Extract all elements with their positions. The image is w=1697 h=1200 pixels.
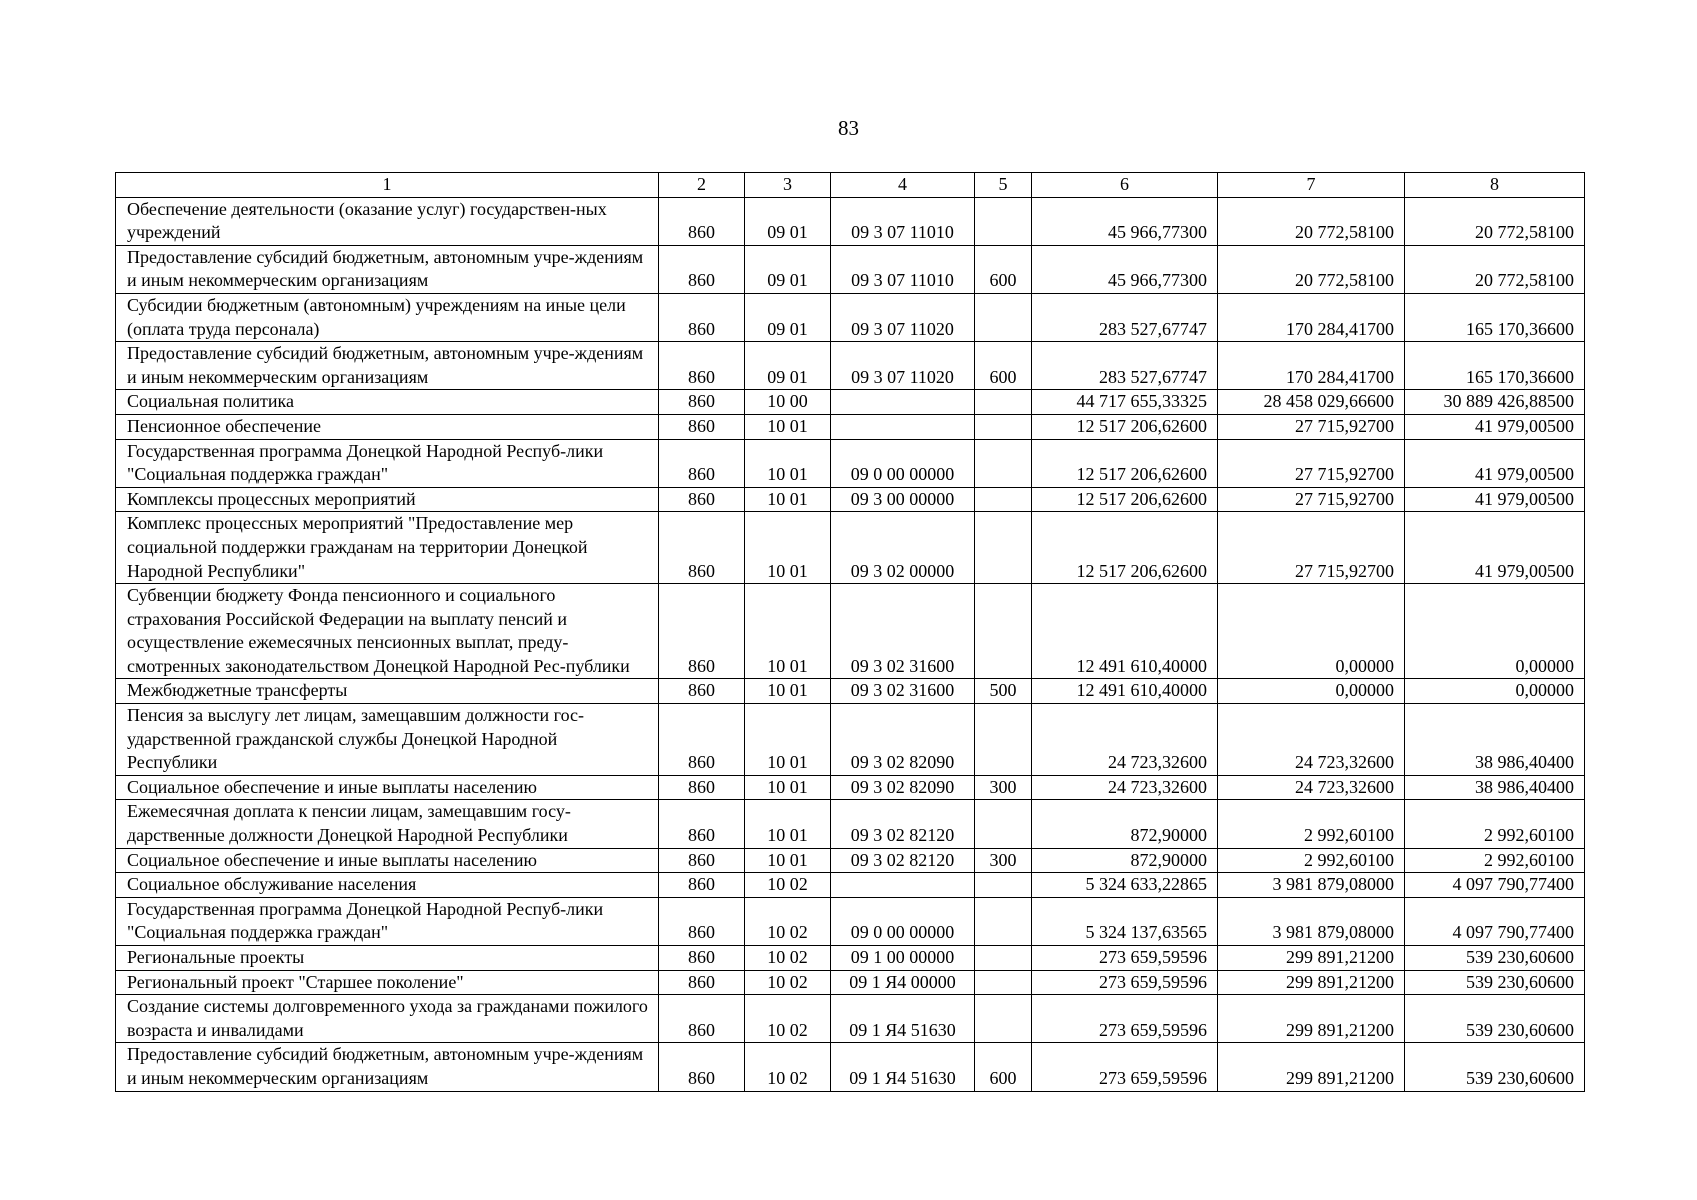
- amount-col6-cell: 12 517 206,62600: [1032, 512, 1218, 584]
- grbs-cell: 860: [659, 704, 745, 776]
- amount-col8-cell: 30 889 426,88500: [1405, 390, 1585, 415]
- amount-col6-cell: 283 527,67747: [1032, 293, 1218, 341]
- row-name-cell: Государственная программа Донецкой Народной Респуб-лики "Социальная поддержка граждан": [116, 897, 659, 945]
- row-name-cell: Субсидии бюджетным (автономным) учреждениям на иные цели (оплата труда персонала): [116, 293, 659, 341]
- grbs-cell: 860: [659, 197, 745, 245]
- row-name-cell: Пенсия за выслугу лет лицам, замещавшим должности гос-ударственной гражданской службы Донецкой Народной Республики: [116, 704, 659, 776]
- table-row: [116, 873, 1585, 898]
- amount-col8-cell: 539 230,60600: [1405, 995, 1585, 1043]
- amount-col8-cell: 165 170,36600: [1405, 342, 1585, 390]
- section-code-cell: 10 02: [745, 897, 831, 945]
- table-row: [116, 293, 1585, 341]
- amount-col6-cell: 5 324 137,63565: [1032, 897, 1218, 945]
- grbs-cell: 860: [659, 848, 745, 873]
- column-header-1: 1: [116, 173, 659, 198]
- row-name-cell: Субвенции бюджету Фонда пенсионного и социального страхования Российской Федерации на выплату пенсий и осуществление ежемесячных пенсионных выплат, преду-смотренных законодательством Донецкой Народной Рес-публики: [116, 584, 659, 679]
- section-code-cell: 10 01: [745, 848, 831, 873]
- expense-type-cell: 600: [975, 342, 1032, 390]
- grbs-cell: 860: [659, 414, 745, 439]
- table-row: [116, 704, 1585, 776]
- amount-col8-cell: 539 230,60600: [1405, 1043, 1585, 1091]
- amount-col8-cell: 41 979,00500: [1405, 439, 1585, 487]
- amount-col7-cell: 3 981 879,08000: [1218, 873, 1405, 898]
- amount-col6-cell: 12 517 206,62600: [1032, 487, 1218, 512]
- row-name-cell: Предоставление субсидий бюджетным, автономным учре-ждениям и иным некоммерческим организациям: [116, 342, 659, 390]
- amount-col7-cell: 170 284,41700: [1218, 293, 1405, 341]
- expense-type-cell: 500: [975, 679, 1032, 704]
- target-article-cell: 09 3 00 00000: [831, 487, 975, 512]
- row-name-cell: Социальное обеспечение и иные выплаты населению: [116, 848, 659, 873]
- target-article-cell: 09 3 02 82090: [831, 775, 975, 800]
- amount-col7-cell: 2 992,60100: [1218, 800, 1405, 848]
- amount-col8-cell: 20 772,58100: [1405, 197, 1585, 245]
- grbs-cell: 860: [659, 439, 745, 487]
- target-article-cell: 09 1 Я4 51630: [831, 995, 975, 1043]
- amount-col7-cell: 299 891,21200: [1218, 970, 1405, 995]
- row-name-cell: Социальная политика: [116, 390, 659, 415]
- budget-table: [115, 172, 1585, 1092]
- grbs-cell: 860: [659, 897, 745, 945]
- amount-col8-cell: 0,00000: [1405, 679, 1585, 704]
- amount-col8-cell: 38 986,40400: [1405, 775, 1585, 800]
- amount-col6-cell: 283 527,67747: [1032, 342, 1218, 390]
- expense-type-cell: [975, 873, 1032, 898]
- table-row: [116, 775, 1585, 800]
- section-code-cell: 10 01: [745, 487, 831, 512]
- target-article-cell: 09 0 00 00000: [831, 897, 975, 945]
- target-article-cell: 09 3 02 31600: [831, 584, 975, 679]
- expense-type-cell: [975, 995, 1032, 1043]
- amount-col6-cell: 872,90000: [1032, 848, 1218, 873]
- target-article-cell: 09 1 Я4 51630: [831, 1043, 975, 1091]
- row-name-cell: Предоставление субсидий бюджетным, автономным учре-ждениям и иным некоммерческим организациям: [116, 1043, 659, 1091]
- amount-col7-cell: 0,00000: [1218, 679, 1405, 704]
- grbs-cell: 860: [659, 245, 745, 293]
- table-body: [116, 197, 1585, 1091]
- amount-col7-cell: 0,00000: [1218, 584, 1405, 679]
- row-name-cell: Межбюджетные трансферты: [116, 679, 659, 704]
- expense-type-cell: [975, 970, 1032, 995]
- column-header-4: 4: [831, 173, 975, 198]
- amount-col8-cell: 2 992,60100: [1405, 800, 1585, 848]
- amount-col7-cell: 24 723,32600: [1218, 704, 1405, 776]
- grbs-cell: 860: [659, 1043, 745, 1091]
- amount-col6-cell: 12 517 206,62600: [1032, 439, 1218, 487]
- section-code-cell: 10 01: [745, 512, 831, 584]
- table-row: [116, 800, 1585, 848]
- grbs-cell: 860: [659, 970, 745, 995]
- table-row: [116, 197, 1585, 245]
- expense-type-cell: [975, 946, 1032, 971]
- section-code-cell: 09 01: [745, 293, 831, 341]
- table-row: [116, 897, 1585, 945]
- amount-col6-cell: 44 717 655,33325: [1032, 390, 1218, 415]
- amount-col8-cell: 38 986,40400: [1405, 704, 1585, 776]
- expense-type-cell: [975, 390, 1032, 415]
- expense-type-cell: 300: [975, 848, 1032, 873]
- section-code-cell: 10 01: [745, 775, 831, 800]
- row-name-cell: Социальное обслуживание населения: [116, 873, 659, 898]
- expense-type-cell: [975, 197, 1032, 245]
- expense-type-cell: [975, 704, 1032, 776]
- grbs-cell: 860: [659, 775, 745, 800]
- row-name-cell: Ежемесячная доплата к пенсии лицам, замещавшим госу-дарственные должности Донецкой Народной Республики: [116, 800, 659, 848]
- expense-type-cell: [975, 293, 1032, 341]
- row-name-cell: Социальное обеспечение и иные выплаты населению: [116, 775, 659, 800]
- target-article-cell: 09 1 Я4 00000: [831, 970, 975, 995]
- amount-col6-cell: 273 659,59596: [1032, 1043, 1218, 1091]
- expense-type-cell: 600: [975, 245, 1032, 293]
- amount-col6-cell: 273 659,59596: [1032, 946, 1218, 971]
- row-name-cell: Региональный проект "Старшее поколение": [116, 970, 659, 995]
- section-code-cell: 09 01: [745, 245, 831, 293]
- target-article-cell: 09 3 02 82120: [831, 848, 975, 873]
- column-header-8: 8: [1405, 173, 1585, 198]
- section-code-cell: 10 01: [745, 584, 831, 679]
- target-article-cell: 09 0 00 00000: [831, 439, 975, 487]
- amount-col6-cell: 872,90000: [1032, 800, 1218, 848]
- expense-type-cell: [975, 897, 1032, 945]
- expense-type-cell: [975, 439, 1032, 487]
- table-row: [116, 995, 1585, 1043]
- table-row: [116, 679, 1585, 704]
- grbs-cell: 860: [659, 390, 745, 415]
- amount-col7-cell: 27 715,92700: [1218, 414, 1405, 439]
- row-name-cell: Региональные проекты: [116, 946, 659, 971]
- amount-col7-cell: 20 772,58100: [1218, 197, 1405, 245]
- target-article-cell: [831, 873, 975, 898]
- column-header-5: 5: [975, 173, 1032, 198]
- table-row: [116, 512, 1585, 584]
- grbs-cell: 860: [659, 995, 745, 1043]
- amount-col7-cell: 27 715,92700: [1218, 439, 1405, 487]
- amount-col6-cell: 273 659,59596: [1032, 970, 1218, 995]
- target-article-cell: 09 3 02 00000: [831, 512, 975, 584]
- amount-col6-cell: 45 966,77300: [1032, 197, 1218, 245]
- table-row: [116, 487, 1585, 512]
- row-name-cell: Пенсионное обеспечение: [116, 414, 659, 439]
- amount-col7-cell: 27 715,92700: [1218, 487, 1405, 512]
- section-code-cell: 10 01: [745, 800, 831, 848]
- section-code-cell: 10 01: [745, 439, 831, 487]
- section-code-cell: 10 02: [745, 995, 831, 1043]
- row-name-cell: Предоставление субсидий бюджетным, автономным учре-ждениям и иным некоммерческим организациям: [116, 245, 659, 293]
- amount-col6-cell: 5 324 633,22865: [1032, 873, 1218, 898]
- column-header-7: 7: [1218, 173, 1405, 198]
- amount-col8-cell: 41 979,00500: [1405, 487, 1585, 512]
- amount-col8-cell: 539 230,60600: [1405, 970, 1585, 995]
- grbs-cell: 860: [659, 800, 745, 848]
- target-article-cell: 09 3 07 11010: [831, 197, 975, 245]
- table-row: [116, 1043, 1585, 1091]
- amount-col6-cell: 24 723,32600: [1032, 775, 1218, 800]
- grbs-cell: 860: [659, 487, 745, 512]
- grbs-cell: 860: [659, 873, 745, 898]
- section-code-cell: 10 01: [745, 414, 831, 439]
- table-row: [116, 245, 1585, 293]
- amount-col8-cell: 2 992,60100: [1405, 848, 1585, 873]
- row-name-cell: Комплекс процессных мероприятий "Предоставление мер социальной поддержки гражданам на территории Донецкой Народной Республики": [116, 512, 659, 584]
- section-code-cell: 09 01: [745, 197, 831, 245]
- amount-col7-cell: 20 772,58100: [1218, 245, 1405, 293]
- amount-col7-cell: 2 992,60100: [1218, 848, 1405, 873]
- amount-col6-cell: 45 966,77300: [1032, 245, 1218, 293]
- amount-col8-cell: 20 772,58100: [1405, 245, 1585, 293]
- target-article-cell: [831, 414, 975, 439]
- amount-col7-cell: 24 723,32600: [1218, 775, 1405, 800]
- grbs-cell: 860: [659, 946, 745, 971]
- amount-col7-cell: 299 891,21200: [1218, 1043, 1405, 1091]
- table-row: [116, 946, 1585, 971]
- expense-type-cell: 300: [975, 775, 1032, 800]
- amount-col7-cell: 299 891,21200: [1218, 946, 1405, 971]
- section-code-cell: 09 01: [745, 342, 831, 390]
- section-code-cell: 10 02: [745, 873, 831, 898]
- expense-type-cell: 600: [975, 1043, 1032, 1091]
- expense-type-cell: [975, 487, 1032, 512]
- grbs-cell: 860: [659, 342, 745, 390]
- table-row: [116, 439, 1585, 487]
- column-header-2: 2: [659, 173, 745, 198]
- amount-col6-cell: 24 723,32600: [1032, 704, 1218, 776]
- row-name-cell: Создание системы долговременного ухода за гражданами пожилого возраста и инвалидами: [116, 995, 659, 1043]
- target-article-cell: 09 1 00 00000: [831, 946, 975, 971]
- target-article-cell: [831, 390, 975, 415]
- section-code-cell: 10 02: [745, 1043, 831, 1091]
- target-article-cell: 09 3 02 82120: [831, 800, 975, 848]
- amount-col6-cell: 273 659,59596: [1032, 995, 1218, 1043]
- table-row: [116, 414, 1585, 439]
- section-code-cell: 10 01: [745, 704, 831, 776]
- amount-col7-cell: 27 715,92700: [1218, 512, 1405, 584]
- amount-col7-cell: 3 981 879,08000: [1218, 897, 1405, 945]
- target-article-cell: 09 3 07 11020: [831, 293, 975, 341]
- amount-col6-cell: 12 491 610,40000: [1032, 679, 1218, 704]
- amount-col8-cell: 539 230,60600: [1405, 946, 1585, 971]
- amount-col6-cell: 12 491 610,40000: [1032, 584, 1218, 679]
- amount-col6-cell: 12 517 206,62600: [1032, 414, 1218, 439]
- row-name-cell: Государственная программа Донецкой Народной Респуб-лики "Социальная поддержка граждан": [116, 439, 659, 487]
- page-number: 83: [838, 116, 859, 140]
- amount-col7-cell: 28 458 029,66600: [1218, 390, 1405, 415]
- target-article-cell: 09 3 02 31600: [831, 679, 975, 704]
- expense-type-cell: [975, 800, 1032, 848]
- amount-col8-cell: 41 979,00500: [1405, 512, 1585, 584]
- expense-type-cell: [975, 584, 1032, 679]
- amount-col8-cell: 4 097 790,77400: [1405, 873, 1585, 898]
- target-article-cell: 09 3 02 82090: [831, 704, 975, 776]
- amount-col8-cell: 41 979,00500: [1405, 414, 1585, 439]
- amount-col8-cell: 165 170,36600: [1405, 293, 1585, 341]
- amount-col8-cell: 0,00000: [1405, 584, 1585, 679]
- table-row: [116, 970, 1585, 995]
- amount-col7-cell: 299 891,21200: [1218, 995, 1405, 1043]
- section-code-cell: 10 00: [745, 390, 831, 415]
- expense-type-cell: [975, 512, 1032, 584]
- amount-col7-cell: 170 284,41700: [1218, 342, 1405, 390]
- amount-col8-cell: 4 097 790,77400: [1405, 897, 1585, 945]
- row-name-cell: Комплексы процессных мероприятий: [116, 487, 659, 512]
- grbs-cell: 860: [659, 679, 745, 704]
- table-row: [116, 342, 1585, 390]
- table-row: [116, 848, 1585, 873]
- header-row: [116, 173, 1585, 198]
- table-row: [116, 390, 1585, 415]
- table-row: [116, 584, 1585, 679]
- target-article-cell: 09 3 07 11020: [831, 342, 975, 390]
- column-header-6: 6: [1032, 173, 1218, 198]
- row-name-cell: Обеспечение деятельности (оказание услуг) государствен-ных учреждений: [116, 197, 659, 245]
- section-code-cell: 10 02: [745, 970, 831, 995]
- grbs-cell: 860: [659, 512, 745, 584]
- grbs-cell: 860: [659, 293, 745, 341]
- section-code-cell: 10 02: [745, 946, 831, 971]
- section-code-cell: 10 01: [745, 679, 831, 704]
- grbs-cell: 860: [659, 584, 745, 679]
- column-header-3: 3: [745, 173, 831, 198]
- expense-type-cell: [975, 414, 1032, 439]
- target-article-cell: 09 3 07 11010: [831, 245, 975, 293]
